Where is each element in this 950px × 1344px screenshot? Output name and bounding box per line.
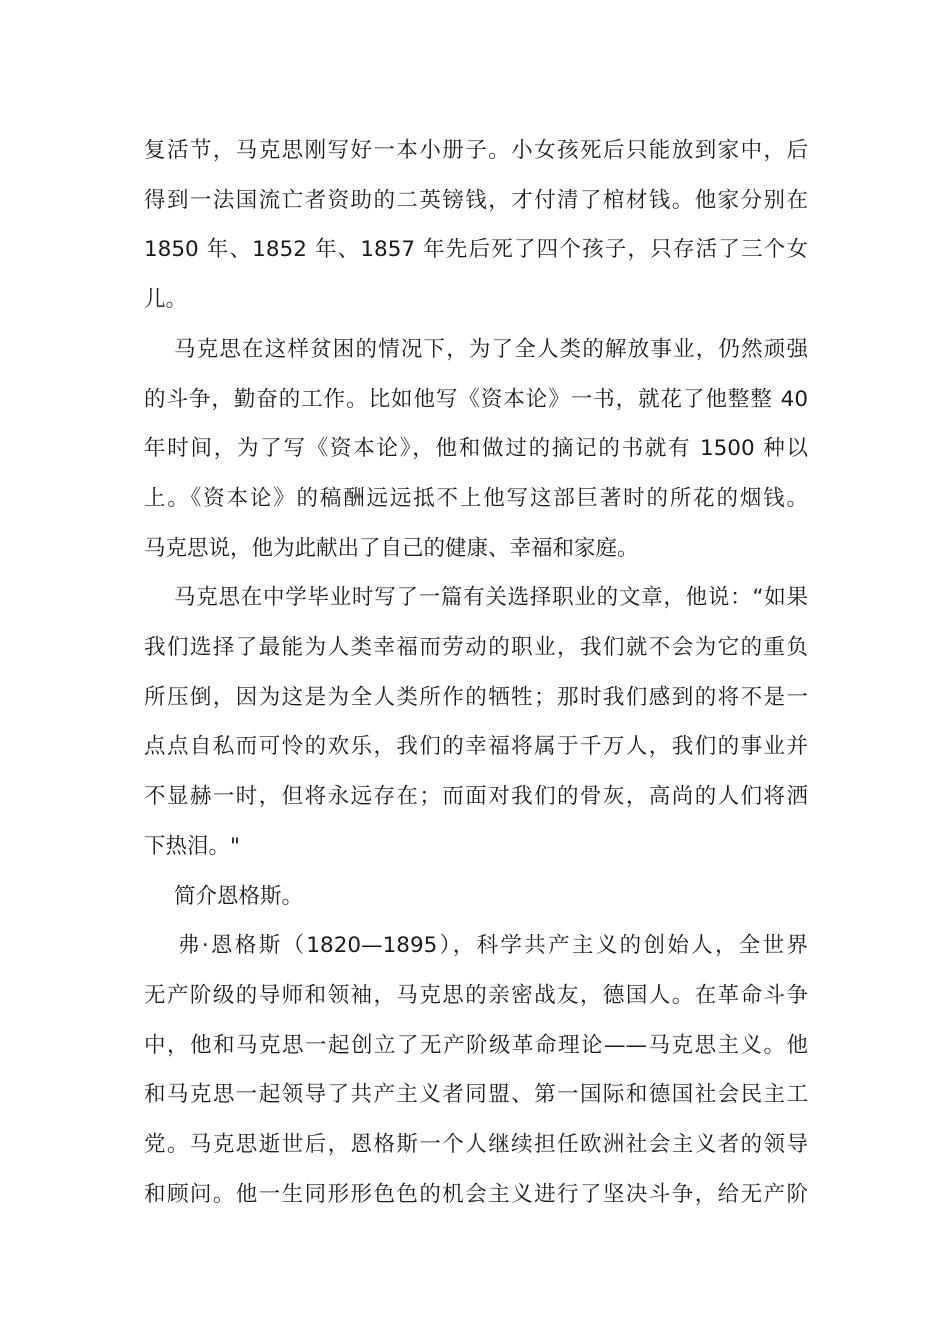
paragraph-5 (144, 921, 808, 1219)
text-line: 点点自私而可怜的欢乐，我们的幸福将属于千万人，我们的事业并 (144, 734, 808, 760)
text-line: 中，他和马克思一起创立了无产阶级革命理论——马克思主义。他 (144, 1032, 808, 1058)
text-line: 的斗争，勤奋的工作。比如他写《资本论》一书，就花了他整整 40 (144, 386, 808, 412)
text-line: 马克思说，他为此献出了自己的健康、幸福和家庭。 (144, 535, 639, 561)
text-line: 下热泪。" (144, 833, 240, 859)
text-line: 和马克思一起领导了共产主义者同盟、第一国际和德国社会民主工 (144, 1082, 808, 1108)
paragraph-3 (144, 573, 808, 871)
document-body (144, 126, 808, 1219)
text-line: 不显赫一时，但将永远存在；而面对我们的骨灰，高尚的人们将洒 (144, 784, 808, 810)
text-line: 马克思在中学毕业时写了一篇有关选择职业的文章，他说：“如果 (174, 585, 808, 611)
text-line: 所压倒，因为这是为全人类所作的牺牲；那时我们感到的将不是一 (144, 684, 808, 710)
text-line: 马克思在这样贫困的情况下，为了全人类的解放事业，仍然顽强 (174, 336, 808, 362)
paragraph-1 (144, 126, 808, 325)
text-line: 党。马克思逝世后，恩格斯一个人继续担任欧洲社会主义者的领导 (144, 1132, 808, 1158)
text-line: 儿。 (144, 287, 188, 313)
section-heading: 简介恩格斯。 (174, 883, 304, 909)
text-line: 1850 年、1852 年、1857 年先后死了四个孩子，只存活了三个女 (144, 237, 808, 263)
text-line: 无产阶级的导师和领袖，马克思的亲密战友，德国人。在革命斗争 (144, 982, 808, 1008)
text-line: 弗·恩格斯（1820—1895），科学共产主义的创始人，全世界 (178, 933, 808, 959)
paragraph-4 (144, 872, 808, 922)
text-line: 和顾问。他一生同形形色色的机会主义进行了坚决斗争，给无产阶 (144, 1181, 808, 1207)
text-line: 年时间，为了写《资本论》，他和做过的摘记的书就有 1500 种以 (144, 436, 808, 462)
paragraph-2 (144, 325, 808, 574)
text-line: 复活节，马克思刚写好一本小册子。小女孩死后只能放到家中，后 (144, 138, 808, 163)
text-line: 我们选择了最能为人类幸福而劳动的职业，我们就不会为它的重负 (144, 635, 808, 661)
text-line: 得到一法国流亡者资助的二英镑钱，才付清了棺材钱。他家分别在 (144, 187, 808, 213)
text-line: 上。《资本论》的稿酬远远抵不上他写这部巨著时的所花的烟钱。 (144, 485, 808, 511)
